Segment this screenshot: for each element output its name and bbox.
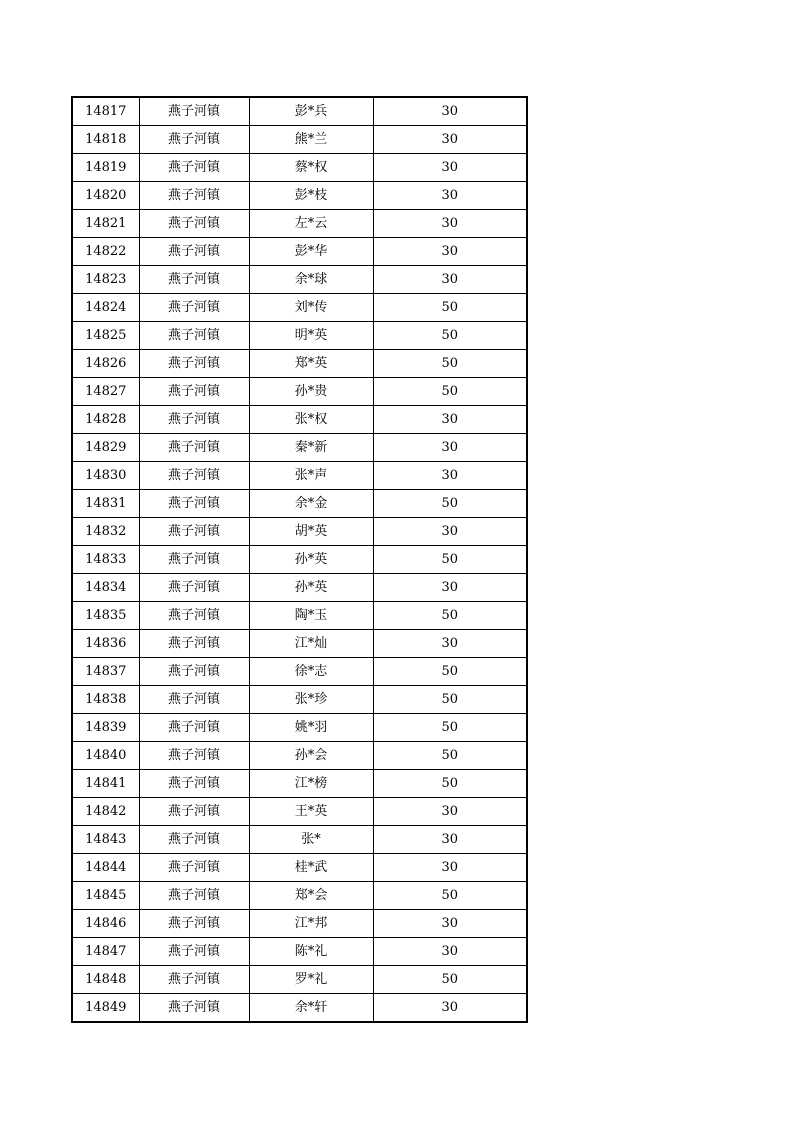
cell-amount: 30 — [373, 518, 527, 546]
cell-town: 燕子河镇 — [139, 742, 249, 770]
cell-town: 燕子河镇 — [139, 546, 249, 574]
cell-name: 郑*会 — [249, 882, 373, 910]
cell-town: 燕子河镇 — [139, 266, 249, 294]
cell-id: 14838 — [72, 686, 139, 714]
cell-id: 14822 — [72, 238, 139, 266]
cell-town: 燕子河镇 — [139, 658, 249, 686]
cell-id: 14847 — [72, 938, 139, 966]
cell-amount: 30 — [373, 826, 527, 854]
cell-name: 余*球 — [249, 266, 373, 294]
cell-amount: 30 — [373, 266, 527, 294]
cell-amount: 30 — [373, 798, 527, 826]
cell-town: 燕子河镇 — [139, 938, 249, 966]
cell-id: 14818 — [72, 126, 139, 154]
cell-town: 燕子河镇 — [139, 910, 249, 938]
cell-amount: 50 — [373, 322, 527, 350]
cell-name: 王*英 — [249, 798, 373, 826]
cell-id: 14833 — [72, 546, 139, 574]
cell-id: 14829 — [72, 434, 139, 462]
cell-id: 14820 — [72, 182, 139, 210]
cell-amount: 50 — [373, 742, 527, 770]
table-row — [72, 798, 527, 826]
cell-id: 14830 — [72, 462, 139, 490]
cell-id: 14827 — [72, 378, 139, 406]
cell-id: 14821 — [72, 210, 139, 238]
table-row — [72, 490, 527, 518]
table-row — [72, 574, 527, 602]
table-row — [72, 350, 527, 378]
cell-id: 14819 — [72, 154, 139, 182]
cell-id: 14840 — [72, 742, 139, 770]
cell-id: 14836 — [72, 630, 139, 658]
cell-amount: 50 — [373, 294, 527, 322]
cell-town: 燕子河镇 — [139, 574, 249, 602]
cell-town: 燕子河镇 — [139, 350, 249, 378]
cell-amount: 50 — [373, 490, 527, 518]
cell-town: 燕子河镇 — [139, 882, 249, 910]
cell-name: 陶*玉 — [249, 602, 373, 630]
cell-town: 燕子河镇 — [139, 826, 249, 854]
table-row — [72, 210, 527, 238]
cell-amount: 50 — [373, 546, 527, 574]
cell-amount: 50 — [373, 378, 527, 406]
cell-town: 燕子河镇 — [139, 126, 249, 154]
cell-town: 燕子河镇 — [139, 238, 249, 266]
table-row — [72, 770, 527, 798]
table-row — [72, 686, 527, 714]
table-row — [72, 546, 527, 574]
cell-name: 彭*枝 — [249, 182, 373, 210]
cell-id: 14841 — [72, 770, 139, 798]
table-row — [72, 406, 527, 434]
table-body — [72, 97, 527, 1022]
cell-town: 燕子河镇 — [139, 966, 249, 994]
table-row — [72, 938, 527, 966]
table-row — [72, 462, 527, 490]
cell-name: 郑*英 — [249, 350, 373, 378]
cell-amount: 30 — [373, 154, 527, 182]
cell-name: 秦*新 — [249, 434, 373, 462]
table-row — [72, 910, 527, 938]
cell-name: 明*英 — [249, 322, 373, 350]
cell-name: 张*声 — [249, 462, 373, 490]
cell-town: 燕子河镇 — [139, 97, 249, 126]
cell-town: 燕子河镇 — [139, 602, 249, 630]
cell-town: 燕子河镇 — [139, 770, 249, 798]
cell-id: 14823 — [72, 266, 139, 294]
cell-name: 罗*礼 — [249, 966, 373, 994]
cell-name: 徐*志 — [249, 658, 373, 686]
cell-id: 14826 — [72, 350, 139, 378]
cell-id: 14842 — [72, 798, 139, 826]
table-row — [72, 658, 527, 686]
cell-id: 14834 — [72, 574, 139, 602]
cell-id: 14848 — [72, 966, 139, 994]
cell-name: 蔡*权 — [249, 154, 373, 182]
cell-amount: 30 — [373, 182, 527, 210]
cell-id: 14844 — [72, 854, 139, 882]
cell-town: 燕子河镇 — [139, 322, 249, 350]
cell-name: 张* — [249, 826, 373, 854]
cell-town: 燕子河镇 — [139, 406, 249, 434]
cell-town: 燕子河镇 — [139, 294, 249, 322]
cell-id: 14849 — [72, 994, 139, 1023]
cell-name: 陈*礼 — [249, 938, 373, 966]
cell-town: 燕子河镇 — [139, 490, 249, 518]
cell-amount: 50 — [373, 602, 527, 630]
table-row — [72, 602, 527, 630]
cell-town: 燕子河镇 — [139, 854, 249, 882]
cell-name: 桂*武 — [249, 854, 373, 882]
cell-town: 燕子河镇 — [139, 378, 249, 406]
cell-id: 14845 — [72, 882, 139, 910]
cell-amount: 30 — [373, 910, 527, 938]
cell-name: 孙*会 — [249, 742, 373, 770]
table-row — [72, 434, 527, 462]
cell-amount: 50 — [373, 658, 527, 686]
cell-name: 孙*英 — [249, 574, 373, 602]
cell-name: 江*榜 — [249, 770, 373, 798]
cell-name: 张*权 — [249, 406, 373, 434]
table-row — [72, 518, 527, 546]
cell-town: 燕子河镇 — [139, 518, 249, 546]
cell-amount: 30 — [373, 238, 527, 266]
cell-id: 14824 — [72, 294, 139, 322]
cell-id: 14843 — [72, 826, 139, 854]
cell-name: 张*珍 — [249, 686, 373, 714]
cell-name: 江*灿 — [249, 630, 373, 658]
table-row — [72, 714, 527, 742]
cell-amount: 50 — [373, 350, 527, 378]
cell-town: 燕子河镇 — [139, 210, 249, 238]
cell-name: 孙*英 — [249, 546, 373, 574]
cell-name: 姚*羽 — [249, 714, 373, 742]
cell-id: 14817 — [72, 97, 139, 126]
cell-amount: 30 — [373, 97, 527, 126]
cell-amount: 30 — [373, 630, 527, 658]
table-row — [72, 97, 527, 126]
cell-amount: 30 — [373, 210, 527, 238]
cell-town: 燕子河镇 — [139, 154, 249, 182]
cell-name: 余*轩 — [249, 994, 373, 1023]
cell-town: 燕子河镇 — [139, 686, 249, 714]
table-row — [72, 322, 527, 350]
cell-name: 刘*传 — [249, 294, 373, 322]
cell-name: 熊*兰 — [249, 126, 373, 154]
cell-amount: 30 — [373, 462, 527, 490]
cell-id: 14831 — [72, 490, 139, 518]
cell-town: 燕子河镇 — [139, 798, 249, 826]
cell-name: 彭*兵 — [249, 97, 373, 126]
cell-amount: 30 — [373, 434, 527, 462]
table-row — [72, 742, 527, 770]
table-row — [72, 826, 527, 854]
table-row — [72, 966, 527, 994]
cell-id: 14839 — [72, 714, 139, 742]
table-row — [72, 126, 527, 154]
cell-amount: 50 — [373, 770, 527, 798]
cell-amount: 30 — [373, 126, 527, 154]
cell-town: 燕子河镇 — [139, 462, 249, 490]
cell-id: 14825 — [72, 322, 139, 350]
cell-town: 燕子河镇 — [139, 630, 249, 658]
table-row — [72, 854, 527, 882]
cell-name: 左*云 — [249, 210, 373, 238]
cell-name: 胡*英 — [249, 518, 373, 546]
cell-amount: 50 — [373, 714, 527, 742]
table-row — [72, 994, 527, 1023]
table-row — [72, 266, 527, 294]
cell-id: 14835 — [72, 602, 139, 630]
data-table — [71, 96, 528, 1023]
table-row — [72, 294, 527, 322]
cell-town: 燕子河镇 — [139, 434, 249, 462]
cell-name: 余*金 — [249, 490, 373, 518]
cell-amount: 30 — [373, 854, 527, 882]
cell-id: 14846 — [72, 910, 139, 938]
table-row — [72, 154, 527, 182]
table-row — [72, 882, 527, 910]
cell-amount: 50 — [373, 966, 527, 994]
table-row — [72, 238, 527, 266]
cell-town: 燕子河镇 — [139, 994, 249, 1023]
cell-town: 燕子河镇 — [139, 714, 249, 742]
cell-amount: 30 — [373, 994, 527, 1023]
cell-amount: 30 — [373, 574, 527, 602]
table-row — [72, 378, 527, 406]
cell-amount: 30 — [373, 938, 527, 966]
cell-amount: 30 — [373, 406, 527, 434]
table-row — [72, 182, 527, 210]
cell-id: 14832 — [72, 518, 139, 546]
cell-amount: 50 — [373, 686, 527, 714]
cell-amount: 50 — [373, 882, 527, 910]
cell-name: 彭*华 — [249, 238, 373, 266]
cell-town: 燕子河镇 — [139, 182, 249, 210]
cell-name: 孙*贵 — [249, 378, 373, 406]
cell-id: 14837 — [72, 658, 139, 686]
cell-id: 14828 — [72, 406, 139, 434]
cell-name: 江*邦 — [249, 910, 373, 938]
table-row — [72, 630, 527, 658]
